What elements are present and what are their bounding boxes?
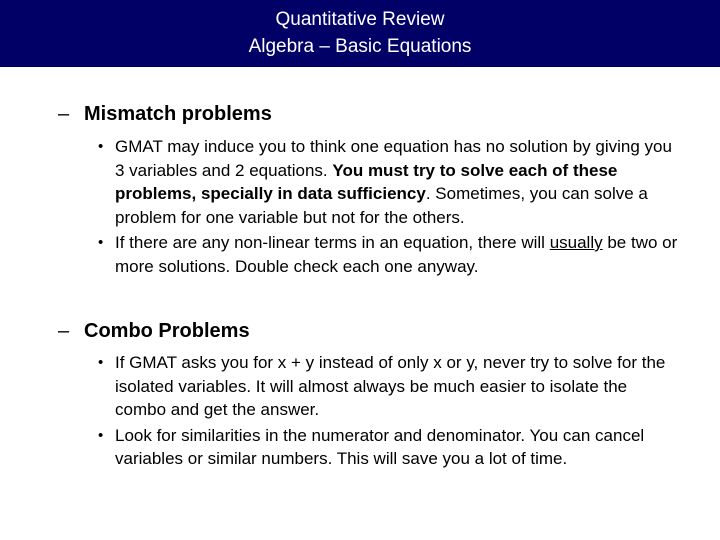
dash-marker: –	[58, 320, 70, 342]
bullet-bold-text: You must try to solve each of these problems, specially in data sufficiency	[115, 160, 618, 203]
bullet-list	[58, 351, 678, 471]
slide-header	[0, 0, 720, 67]
bullet-dot-icon: •	[98, 426, 104, 444]
section-title-text: Combo Problems	[84, 320, 250, 342]
bullet-underlined-text: usually	[549, 233, 603, 252]
bullet-item	[58, 231, 678, 278]
bullet-dot-icon: •	[98, 234, 104, 251]
section-title	[58, 318, 678, 344]
bullet-dot-icon: •	[98, 354, 104, 371]
section-combo-problems	[58, 318, 678, 473]
bullet-item	[58, 351, 678, 422]
bullet-item	[58, 135, 678, 229]
header-subtitle: Algebra – Basic Equations	[248, 36, 472, 57]
dash-marker: –	[58, 103, 70, 125]
bullet-text: If GMAT asks you for x + y instead of only x or y, never try to solve for the isolated variables. It will almost always be much easier to isolate the combo and get the answer.	[115, 353, 666, 419]
bullet-list	[58, 135, 678, 278]
bullet-text-end: . Sometimes, you can solve a problem for one variable but not for the others.	[115, 184, 648, 227]
bullet-text: Look for similarities in the numerator and denominator. You can cancel variables or similar numbers. This will save you a lot of time.	[115, 425, 645, 468]
bullet-dot-icon: •	[98, 138, 104, 155]
header-title: Quantitative Review	[275, 9, 445, 30]
bullet-text: If there are any non-linear terms in an equation, there will	[115, 233, 550, 252]
bullet-text-end: be two or more solutions. Double check each one anyway.	[115, 233, 678, 276]
bullet-item	[58, 424, 678, 471]
section-title	[58, 101, 678, 127]
section-mismatch-problems	[58, 101, 678, 280]
section-title-text: Mismatch problems	[84, 103, 272, 125]
bullet-text: GMAT may induce you to think one equation has no solution by giving you 3 variables and 2 equations.	[115, 137, 672, 180]
